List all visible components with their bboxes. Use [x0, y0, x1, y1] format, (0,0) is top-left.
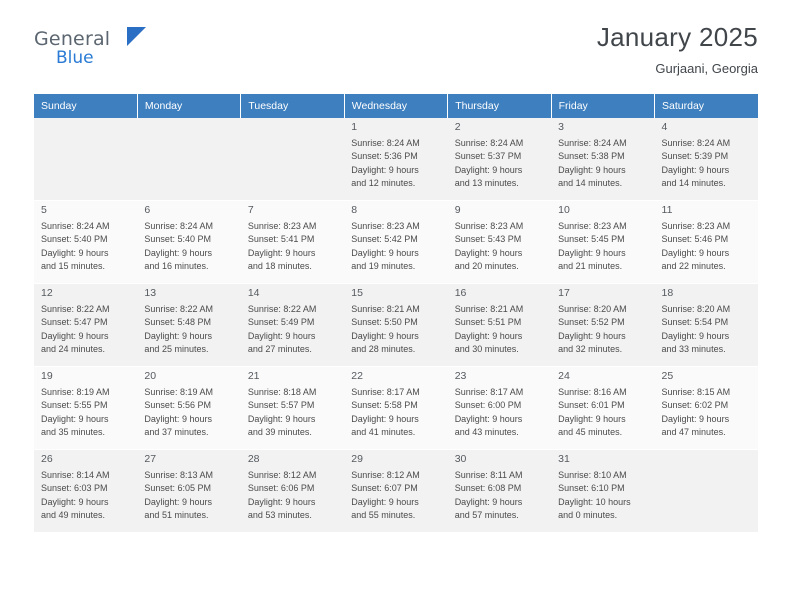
day-detail-line: Sunrise: 8:17 AM [351, 387, 420, 398]
weekday-header-tuesday: Tuesday [241, 94, 344, 118]
day-number: 27 [144, 453, 157, 465]
calendar-day-cell[interactable] [34, 201, 137, 284]
day-detail-line: Sunrise: 8:17 AM [454, 387, 524, 398]
day-detail-line: and 55 minutes. [351, 509, 416, 520]
day-details [351, 386, 442, 439]
day-details [41, 469, 132, 522]
day-number: 26 [41, 453, 53, 465]
day-detail-line: Sunset: 6:10 PM [558, 483, 625, 494]
calendar-week-row [34, 367, 758, 450]
day-detail-line: Sunset: 6:00 PM [454, 400, 522, 411]
day-detail-line: and 47 minutes. [661, 426, 726, 437]
day-detail-line: and 25 minutes. [144, 343, 209, 354]
day-detail-line: Sunset: 5:37 PM [454, 151, 522, 162]
day-number: 8 [351, 204, 358, 216]
calendar-day-cell[interactable] [344, 450, 447, 533]
day-detail-line: and 41 minutes. [351, 426, 416, 437]
logo-text-general: General [34, 28, 111, 50]
day-detail-line: Sunrise: 8:23 AM [454, 221, 524, 232]
day-detail-line: Sunset: 5:40 PM [41, 234, 108, 245]
day-detail-line: and 43 minutes. [454, 426, 519, 437]
calendar-day-cell[interactable] [344, 284, 447, 367]
day-detail-line: and 14 minutes. [661, 177, 726, 188]
day-detail-line: and 14 minutes. [558, 177, 623, 188]
calendar-day-cell[interactable] [344, 118, 447, 201]
day-detail-line: Daylight: 9 hours [661, 164, 730, 175]
day-detail-line: Daylight: 9 hours [454, 413, 523, 424]
day-detail-line: Daylight: 9 hours [144, 413, 212, 424]
day-detail-line: Sunset: 5:42 PM [351, 234, 418, 245]
day-detail-line: Daylight: 9 hours [41, 330, 109, 341]
day-details [41, 303, 132, 356]
weekday-header-thursday: Thursday [448, 94, 551, 118]
day-detail-line: and 15 minutes. [41, 260, 106, 271]
day-detail-line: Daylight: 9 hours [144, 330, 212, 341]
day-number: 29 [351, 453, 363, 465]
day-number: 19 [41, 370, 53, 382]
day-detail-line: Sunset: 5:49 PM [247, 317, 315, 328]
day-detail-line: Daylight: 9 hours [351, 496, 419, 507]
day-detail-line: Sunset: 5:58 PM [351, 400, 418, 411]
day-detail-line: Sunrise: 8:12 AM [351, 470, 420, 481]
day-detail-line: Daylight: 9 hours [558, 247, 626, 258]
day-detail-line: Sunset: 5:57 PM [247, 400, 315, 411]
day-number: 12 [41, 287, 53, 299]
calendar-empty-cell [241, 118, 344, 201]
day-detail-line: Daylight: 9 hours [247, 330, 316, 341]
day-details [455, 386, 546, 439]
day-detail-line: Sunset: 6:05 PM [144, 483, 211, 494]
calendar-day-cell[interactable] [344, 367, 447, 450]
day-number: 22 [351, 370, 363, 382]
day-detail-line: Sunrise: 8:23 AM [661, 221, 731, 232]
day-detail-line: Daylight: 9 hours [41, 247, 109, 258]
day-detail-line: Sunset: 5:51 PM [454, 317, 522, 328]
calendar-week-row [34, 284, 758, 367]
day-detail-line: Sunrise: 8:13 AM [144, 470, 213, 481]
page-title: January 2025 [596, 22, 758, 52]
day-detail-line: Daylight: 9 hours [41, 496, 109, 507]
day-detail-line: Sunset: 5:50 PM [351, 317, 418, 328]
day-detail-line: and 27 minutes. [247, 343, 312, 354]
day-number: 3 [558, 121, 564, 133]
day-detail-line: and 21 minutes. [558, 260, 623, 271]
day-detail-line: Daylight: 9 hours [247, 496, 316, 507]
day-detail-line: and 51 minutes. [144, 509, 209, 520]
calendar-empty-cell [34, 118, 137, 201]
day-number: 4 [661, 121, 668, 133]
day-detail-line: Sunrise: 8:24 AM [144, 221, 213, 232]
day-details [351, 137, 442, 190]
day-detail-line: Sunrise: 8:19 AM [41, 387, 110, 398]
page-header [34, 22, 758, 84]
day-detail-line: Sunrise: 8:11 AM [454, 470, 523, 481]
day-detail-line: Daylight: 9 hours [661, 330, 730, 341]
day-number: 23 [454, 370, 467, 382]
day-details [455, 303, 546, 356]
day-detail-line: Sunrise: 8:21 AM [351, 304, 420, 315]
day-detail-line: Daylight: 9 hours [558, 413, 626, 424]
day-detail-line: Sunrise: 8:23 AM [351, 221, 420, 232]
day-number: 17 [558, 287, 570, 299]
calendar-day-cell[interactable] [137, 284, 240, 367]
day-detail-line: and 35 minutes. [41, 426, 106, 437]
day-detail-line: Sunrise: 8:12 AM [247, 470, 317, 481]
day-detail-line: and 20 minutes. [454, 260, 519, 271]
calendar-empty-cell [137, 118, 240, 201]
calendar-day-cell[interactable] [241, 450, 344, 533]
day-detail-line: and 19 minutes. [351, 260, 416, 271]
calendar-day-cell[interactable] [448, 118, 551, 201]
day-number: 5 [41, 204, 47, 216]
weekday-header-monday: Monday [137, 94, 240, 118]
day-number: 6 [144, 204, 151, 216]
day-number: 31 [558, 453, 570, 465]
day-detail-line: Sunrise: 8:19 AM [144, 387, 213, 398]
day-details [351, 220, 442, 273]
day-detail-line: and 0 minutes. [558, 509, 618, 520]
day-number: 13 [144, 287, 157, 299]
day-detail-line: and 45 minutes. [558, 426, 623, 437]
day-detail-line: and 33 minutes. [661, 343, 726, 354]
day-details [662, 137, 753, 190]
day-detail-line: and 39 minutes. [247, 426, 312, 437]
day-detail-line: Daylight: 10 hours [558, 496, 631, 507]
day-detail-line: Sunset: 6:07 PM [351, 483, 418, 494]
day-detail-line: Sunset: 5:54 PM [661, 317, 729, 328]
day-detail-line: Daylight: 9 hours [661, 413, 730, 424]
day-details [144, 386, 235, 439]
weekday-header-friday: Friday [551, 94, 654, 118]
day-number: 21 [247, 370, 260, 382]
day-details [351, 469, 442, 522]
calendar-day-cell[interactable] [241, 284, 344, 367]
day-detail-line: Sunset: 6:01 PM [558, 400, 625, 411]
day-detail-line: Daylight: 9 hours [661, 247, 730, 258]
day-detail-line: Sunset: 5:48 PM [144, 317, 211, 328]
weekday-header-row [34, 94, 758, 118]
day-detail-line: Daylight: 9 hours [351, 247, 419, 258]
day-number: 30 [454, 453, 467, 465]
day-details [248, 469, 339, 522]
calendar-day-cell[interactable] [448, 367, 551, 450]
day-detail-line: and 53 minutes. [247, 509, 312, 520]
day-number: 11 [661, 204, 673, 216]
calendar-day-cell[interactable] [241, 367, 344, 450]
day-details [144, 303, 235, 356]
day-number: 9 [454, 204, 461, 216]
day-number: 18 [661, 287, 674, 299]
day-detail-line: Sunset: 5:56 PM [144, 400, 211, 411]
day-detail-line: and 30 minutes. [454, 343, 519, 354]
day-number: 10 [558, 204, 570, 216]
day-detail-line: Sunrise: 8:22 AM [41, 304, 110, 315]
day-detail-line: Daylight: 9 hours [144, 496, 212, 507]
day-number: 28 [247, 453, 260, 465]
day-detail-line: Sunset: 5:38 PM [558, 151, 625, 162]
day-details [41, 220, 132, 273]
calendar-day-cell[interactable] [448, 201, 551, 284]
calendar-day-cell[interactable] [344, 201, 447, 284]
day-detail-line: Sunset: 5:40 PM [144, 234, 211, 245]
day-detail-line: Daylight: 9 hours [41, 413, 109, 424]
calendar-day-cell[interactable] [241, 201, 344, 284]
day-detail-line: and 16 minutes. [144, 260, 209, 271]
day-detail-line: Daylight: 9 hours [454, 164, 523, 175]
day-details [41, 386, 132, 439]
day-detail-line: Sunset: 5:46 PM [661, 234, 729, 245]
day-detail-line: Daylight: 9 hours [558, 330, 626, 341]
calendar-day-cell[interactable] [137, 450, 240, 533]
calendar-day-cell[interactable] [551, 284, 654, 367]
day-details [455, 220, 546, 273]
logo-text-blue: Blue [56, 48, 94, 68]
day-detail-line: Sunrise: 8:10 AM [558, 470, 627, 481]
day-number: 20 [144, 370, 157, 382]
day-detail-line: Daylight: 9 hours [351, 330, 419, 341]
day-detail-line: Sunrise: 8:24 AM [558, 138, 627, 149]
day-details [248, 386, 339, 439]
day-detail-line: Daylight: 9 hours [351, 413, 419, 424]
day-detail-line: and 18 minutes. [247, 260, 312, 271]
day-details [248, 303, 339, 356]
day-detail-line: Daylight: 9 hours [558, 164, 626, 175]
day-detail-line: and 24 minutes. [41, 343, 106, 354]
day-detail-line: and 37 minutes. [144, 426, 209, 437]
day-detail-line: and 57 minutes. [454, 509, 519, 520]
calendar-day-cell[interactable] [655, 367, 758, 450]
weekday-header-saturday: Saturday [655, 94, 758, 118]
day-detail-line: and 49 minutes. [41, 509, 106, 520]
day-detail-line: Daylight: 9 hours [247, 247, 316, 258]
calendar-day-cell[interactable] [34, 450, 137, 533]
day-detail-line: Daylight: 9 hours [247, 413, 316, 424]
calendar-day-cell[interactable] [551, 118, 654, 201]
day-detail-line: and 12 minutes. [351, 177, 416, 188]
day-number: 2 [454, 121, 461, 133]
day-detail-line: Sunrise: 8:24 AM [661, 138, 731, 149]
day-detail-line: Daylight: 9 hours [454, 247, 523, 258]
day-detail-line: Sunset: 5:55 PM [41, 400, 108, 411]
day-detail-line: Daylight: 9 hours [454, 330, 523, 341]
calendar-day-cell[interactable] [448, 450, 551, 533]
day-detail-line: Sunrise: 8:20 AM [558, 304, 627, 315]
day-detail-line: and 22 minutes. [661, 260, 726, 271]
day-number: 1 [351, 121, 358, 133]
day-detail-line: Sunrise: 8:24 AM [454, 138, 524, 149]
day-details [558, 469, 649, 522]
logo-triangle-icon [127, 27, 146, 46]
day-detail-line: Sunrise: 8:24 AM [351, 138, 420, 149]
day-details [558, 303, 649, 356]
calendar-day-cell[interactable] [137, 367, 240, 450]
day-details [144, 469, 235, 522]
day-detail-line: Sunset: 5:45 PM [558, 234, 625, 245]
day-detail-line: Sunset: 6:03 PM [41, 483, 108, 494]
day-detail-line: Sunrise: 8:18 AM [247, 387, 317, 398]
day-detail-line: Sunset: 5:36 PM [351, 151, 418, 162]
calendar-day-cell[interactable] [655, 118, 758, 201]
calendar-day-cell[interactable] [137, 201, 240, 284]
day-details [455, 137, 546, 190]
calendar-empty-cell [655, 450, 758, 533]
day-details [558, 386, 649, 439]
day-detail-line: Sunset: 6:06 PM [247, 483, 315, 494]
day-details [248, 220, 339, 273]
day-detail-line: Sunrise: 8:16 AM [558, 387, 627, 398]
day-number: 15 [351, 287, 363, 299]
day-detail-line: Sunrise: 8:23 AM [558, 221, 627, 232]
day-detail-line: and 28 minutes. [351, 343, 416, 354]
day-detail-line: Sunrise: 8:15 AM [661, 387, 731, 398]
day-detail-line: Sunrise: 8:21 AM [454, 304, 524, 315]
day-detail-line: Sunrise: 8:23 AM [247, 221, 317, 232]
day-detail-line: Sunrise: 8:14 AM [41, 470, 110, 481]
day-detail-line: Sunset: 5:39 PM [661, 151, 729, 162]
day-number: 25 [661, 370, 674, 382]
day-detail-line: and 32 minutes. [558, 343, 623, 354]
day-detail-line: Sunset: 6:02 PM [661, 400, 729, 411]
calendar-day-cell[interactable] [655, 201, 758, 284]
day-details [455, 469, 546, 522]
day-detail-line: and 13 minutes. [454, 177, 519, 188]
day-detail-line: Sunrise: 8:22 AM [247, 304, 317, 315]
day-details [558, 137, 649, 190]
day-detail-line: Sunset: 5:43 PM [454, 234, 522, 245]
calendar-day-cell[interactable] [551, 367, 654, 450]
sunrise-sunset-calendar [34, 94, 758, 533]
day-details [662, 220, 753, 273]
calendar-day-cell[interactable] [34, 367, 137, 450]
day-detail-line: Daylight: 9 hours [454, 496, 523, 507]
calendar-week-row [34, 450, 758, 533]
day-detail-line: Daylight: 9 hours [351, 164, 419, 175]
day-detail-line: Daylight: 9 hours [144, 247, 212, 258]
calendar-day-cell[interactable] [448, 284, 551, 367]
day-details [144, 220, 235, 273]
location-subtitle: Gurjaani, Georgia [655, 61, 758, 76]
day-number: 14 [247, 287, 260, 299]
calendar-day-cell[interactable] [655, 284, 758, 367]
day-details [351, 303, 442, 356]
day-detail-line: Sunrise: 8:20 AM [661, 304, 731, 315]
weekday-header-wednesday: Wednesday [344, 94, 447, 118]
day-detail-line: Sunset: 5:41 PM [247, 234, 315, 245]
logo [34, 22, 194, 70]
calendar-week-row [34, 118, 758, 201]
day-detail-line: Sunrise: 8:22 AM [144, 304, 213, 315]
calendar-day-cell[interactable] [551, 201, 654, 284]
weekday-header-sunday: Sunday [34, 94, 137, 118]
day-details [558, 220, 649, 273]
day-detail-line: Sunset: 5:52 PM [558, 317, 625, 328]
day-number: 7 [247, 204, 254, 216]
day-number: 16 [454, 287, 467, 299]
title-block [597, 22, 758, 76]
day-detail-line: Sunrise: 8:24 AM [41, 221, 110, 232]
day-details [662, 303, 753, 356]
day-detail-line: Sunset: 5:47 PM [41, 317, 108, 328]
day-number: 24 [558, 370, 570, 382]
calendar-day-cell[interactable] [551, 450, 654, 533]
calendar-week-row [34, 201, 758, 284]
day-details [662, 386, 753, 439]
calendar-day-cell[interactable] [34, 284, 137, 367]
day-detail-line: Sunset: 6:08 PM [454, 483, 522, 494]
